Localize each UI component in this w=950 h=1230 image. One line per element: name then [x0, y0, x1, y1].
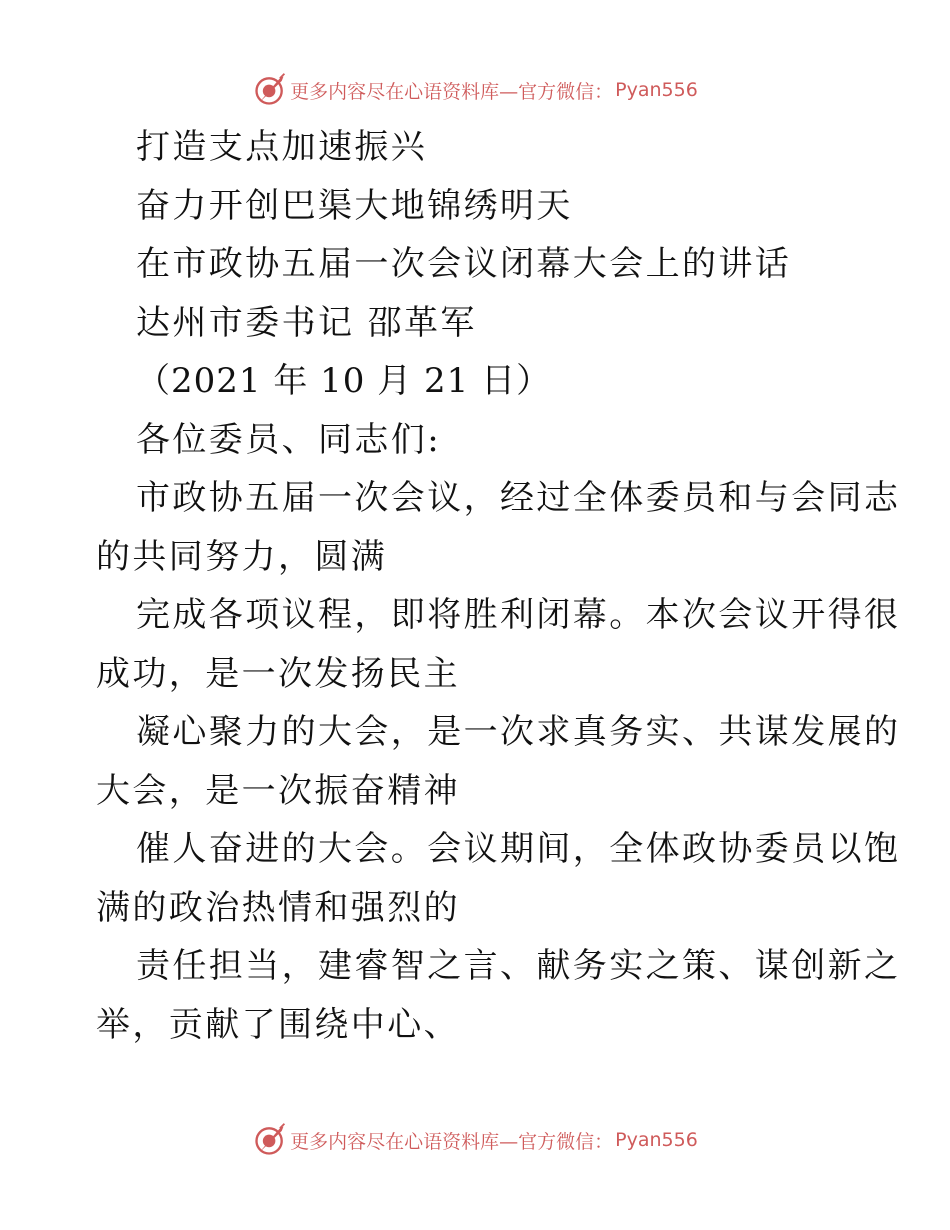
- watermark-text: 更多内容尽在心语资料库—官方微信：: [290, 80, 614, 103]
- watermark-text: 更多内容尽在心语资料库—官方微信：: [290, 1130, 614, 1153]
- title-line-1: 打造支点加速振兴: [136, 127, 428, 167]
- paragraph-line: 凝心聚力的大会，是一次求真务实、共谋发展的: [136, 712, 901, 752]
- paragraph-line: 市政协五届一次会议，经过全体委员和与会同志: [136, 478, 901, 518]
- author-line: 达州市委书记 邵革军: [136, 302, 477, 343]
- quill-pen-logo-icon: [252, 1122, 288, 1158]
- watermark-wechat-id: Pyan556: [615, 1129, 698, 1151]
- title-line-2: 奋力开创巴渠大地锦绣明天: [136, 185, 573, 226]
- title-line-3: 在市政协五届一次会议闭幕大会上的讲话: [136, 244, 792, 284]
- salutation: 各位委员、同志们:: [136, 419, 442, 460]
- quill-pen-logo-icon: [252, 72, 288, 108]
- paragraph-line: 催人奋进的大会。会议期间，全体政协委员以饱: [136, 829, 901, 869]
- paragraph-line: 举，贡献了围绕中心、: [96, 1004, 460, 1045]
- header-watermark: [0, 70, 950, 110]
- paragraph-line: 成功，是一次发扬民主: [96, 653, 460, 694]
- footer-watermark: [0, 1120, 950, 1160]
- watermark-wechat-id: Pyan556: [615, 79, 698, 101]
- document-body: [96, 118, 901, 1054]
- paragraph-line: 的共同努力，圆满: [96, 536, 388, 577]
- paragraph-line: 大会，是一次振奋精神: [96, 770, 460, 811]
- date-line: （2021 年 10 月 21 日）: [136, 361, 552, 401]
- paragraph-line: 满的政治热情和强烈的: [96, 887, 460, 928]
- paragraph-line: 责任担当，建睿智之言、献务实之策、谋创新之: [136, 946, 901, 986]
- paragraph-line: 完成各项议程，即将胜利闭幕。本次会议开得很: [136, 595, 901, 635]
